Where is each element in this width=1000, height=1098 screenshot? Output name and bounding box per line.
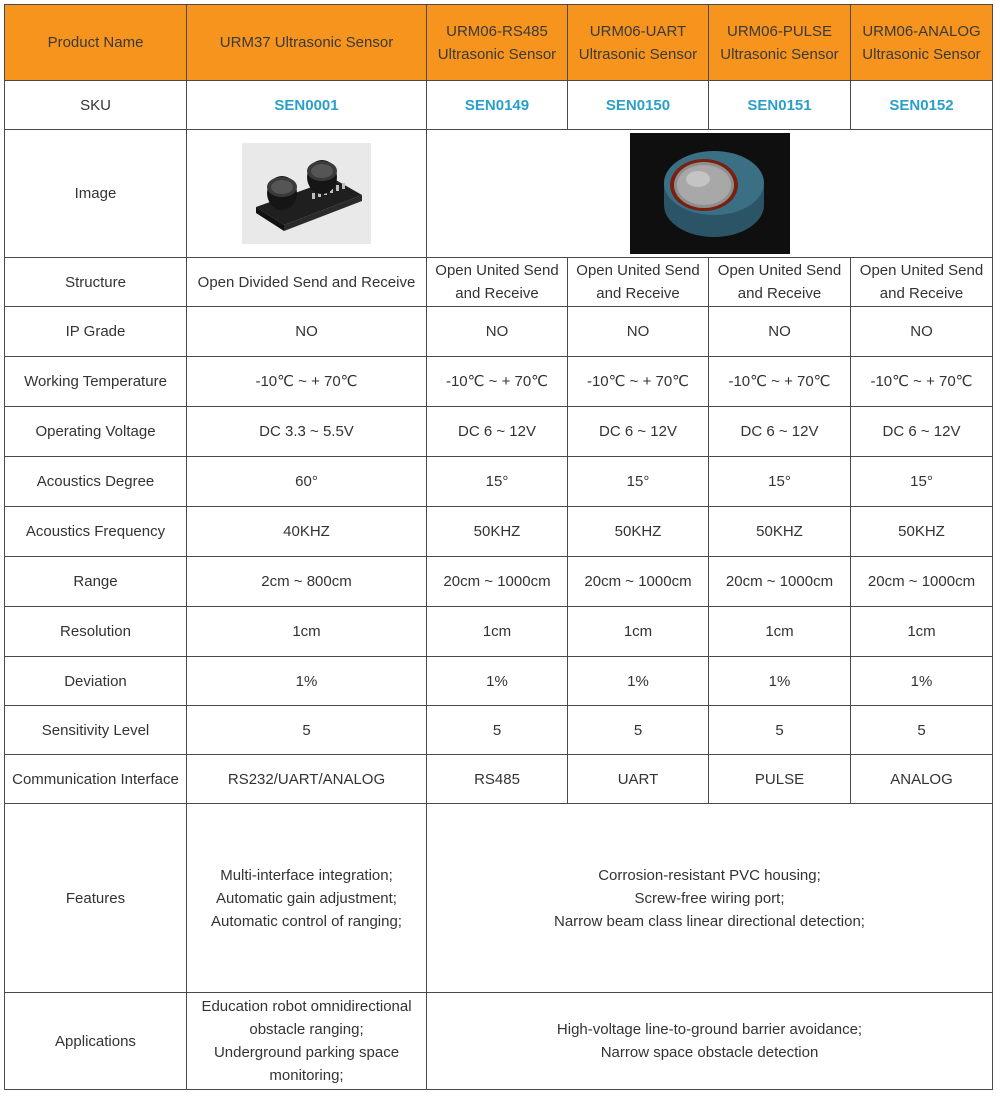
temperature-value: -10℃ ~ + 70℃ [851,357,993,407]
comparison-table [4,4,993,1090]
product-header-analog: URM06-ANALOG Ultrasonic Sensor [851,5,993,81]
row-label: Acoustics Frequency [5,507,187,557]
frequency-value: 50KHZ [851,507,993,557]
temperature-value: -10℃ ~ + 70℃ [709,357,851,407]
urm37-sensor-board-image [242,143,371,244]
row-label: SKU [5,81,187,130]
sensitivity-value: 5 [568,706,709,755]
row-label: Communication Interface [5,755,187,804]
voltage-value: DC 3.3 ~ 5.5V [187,407,427,457]
sku-link[interactable]: SEN0151 [709,81,851,130]
range-value: 20cm ~ 1000cm [427,557,568,607]
voltage-value: DC 6 ~ 12V [709,407,851,457]
voltage-value: DC 6 ~ 12V [427,407,568,457]
feature-line: Multi-interface integration; [220,866,393,884]
sensitivity-value: 5 [187,706,427,755]
sensitivity-level-row [5,706,993,755]
feature-line: Automatic control of ranging; [211,912,402,930]
application-line: monitoring; [269,1067,344,1084]
structure-value: Open United Send and Receive [568,258,709,307]
application-line: High-voltage line-to-ground barrier avoidance; [556,1021,863,1038]
sku-link[interactable]: SEN0152 [851,81,993,130]
interface-value: RS485 [427,755,568,804]
row-label: IP Grade [5,307,187,357]
feature-line: Corrosion-resistant PVC housing; [598,866,821,884]
deviation-value: 1% [709,657,851,706]
resolution-value: 1cm [709,607,851,657]
row-label: Acoustics Degree [5,457,187,507]
acoustics-frequency-row [5,507,993,557]
degree-value: 15° [709,457,851,507]
product-header-urm37: URM37 Ultrasonic Sensor [187,5,427,81]
resolution-value: 1cm [851,607,993,657]
sku-row [5,81,993,130]
voltage-value: DC 6 ~ 12V [568,407,709,457]
application-line: Narrow space obstacle detection [600,1044,819,1061]
deviation-value: 1% [187,657,427,706]
feature-line: Screw-free wiring port; [634,889,785,907]
structure-value: Open United Send and Receive [851,258,993,307]
interface-value: UART [568,755,709,804]
frequency-value: 50KHZ [709,507,851,557]
structure-value: Open Divided Send and Receive [187,258,427,307]
temperature-value: -10℃ ~ + 70℃ [187,357,427,407]
interface-value: ANALOG [851,755,993,804]
product-header-pulse: URM06-PULSE Ultrasonic Sensor [709,5,851,81]
structure-value: Open United Send and Receive [427,258,568,307]
row-label: Sensitivity Level [5,706,187,755]
range-value: 20cm ~ 1000cm [851,557,993,607]
ip-grade-value: NO [709,307,851,357]
applications-urm06 [427,993,993,1090]
resolution-value: 1cm [427,607,568,657]
row-label: Range [5,557,187,607]
features-urm37 [187,804,427,993]
acoustics-degree-row [5,457,993,507]
row-label: Applications [5,993,187,1090]
ip-grade-value: NO [568,307,709,357]
resolution-row [5,607,993,657]
features-urm06 [427,804,993,993]
degree-value: 60° [187,457,427,507]
sensitivity-value: 5 [851,706,993,755]
resolution-value: 1cm [187,607,427,657]
header-row [5,5,993,81]
applications-urm37 [187,993,427,1090]
frequency-value: 50KHZ [427,507,568,557]
product-header-uart: URM06-UART Ultrasonic Sensor [568,5,709,81]
range-row [5,557,993,607]
row-label: Working Temperature [5,357,187,407]
row-label: Image [5,130,187,258]
frequency-value: 40KHZ [187,507,427,557]
degree-value: 15° [568,457,709,507]
row-label: Structure [5,258,187,307]
urm06-round-sensor-image [630,133,790,254]
range-value: 2cm ~ 800cm [187,557,427,607]
sku-link[interactable]: SEN0149 [427,81,568,130]
row-label: Features [5,804,187,993]
communication-interface-row [5,755,993,804]
deviation-value: 1% [851,657,993,706]
applications-row [5,993,993,1090]
degree-value: 15° [427,457,568,507]
interface-value: PULSE [709,755,851,804]
image-row [5,130,993,258]
sensitivity-value: 5 [709,706,851,755]
working-temperature-row [5,357,993,407]
frequency-value: 50KHZ [568,507,709,557]
feature-line: Automatic gain adjustment; [216,889,397,907]
urm06-image-cell [427,130,993,258]
deviation-row [5,657,993,706]
interface-value: RS232/UART/ANALOG [187,755,427,804]
temperature-value: -10℃ ~ + 70℃ [427,357,568,407]
structure-value: Open United Send and Receive [709,258,851,307]
voltage-value: DC 6 ~ 12V [851,407,993,457]
sku-link[interactable]: SEN0150 [568,81,709,130]
temperature-value: -10℃ ~ + 70℃ [568,357,709,407]
application-line: Underground parking space [213,1044,400,1061]
application-line: obstacle ranging; [249,1021,364,1038]
sensitivity-value: 5 [427,706,568,755]
ip-grade-value: NO [187,307,427,357]
row-label: Operating Voltage [5,407,187,457]
row-label: Resolution [5,607,187,657]
application-line: Education robot omnidirectional [201,998,412,1015]
structure-row [5,258,993,307]
product-name-header: Product Name [5,5,187,81]
urm37-image-cell [187,130,427,258]
product-header-rs485: URM06-RS485 Ultrasonic Sensor [427,5,568,81]
feature-line: Narrow beam class linear directional detection; [554,912,865,930]
row-label: Deviation [5,657,187,706]
operating-voltage-row [5,407,993,457]
deviation-value: 1% [568,657,709,706]
sku-link[interactable]: SEN0001 [187,81,427,130]
ip-grade-value: NO [851,307,993,357]
resolution-value: 1cm [568,607,709,657]
range-value: 20cm ~ 1000cm [568,557,709,607]
degree-value: 15° [851,457,993,507]
range-value: 20cm ~ 1000cm [709,557,851,607]
ip-grade-value: NO [427,307,568,357]
ip-grade-row [5,307,993,357]
deviation-value: 1% [427,657,568,706]
features-row [5,804,993,993]
